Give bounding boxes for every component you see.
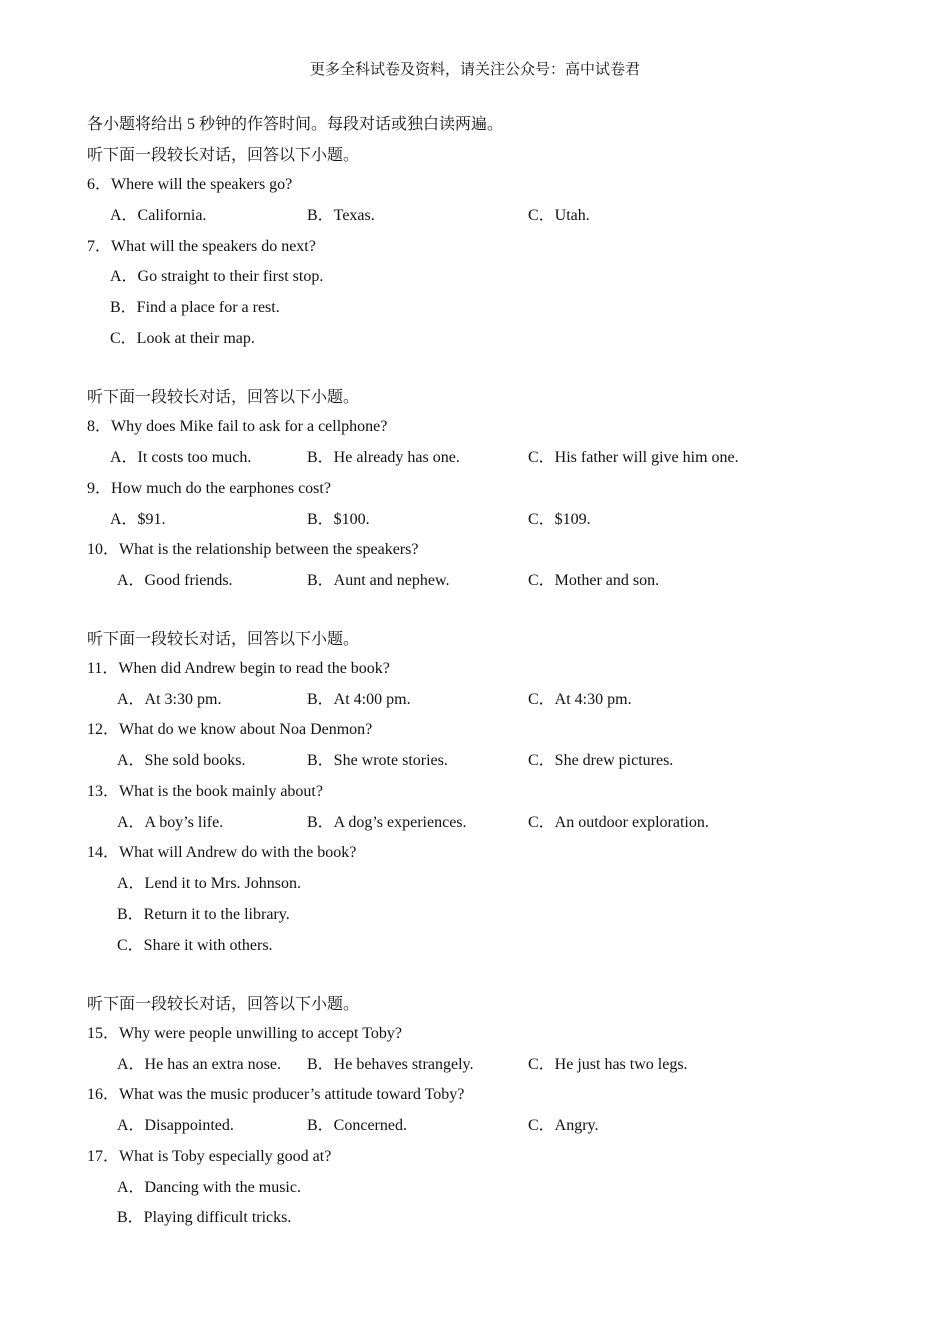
option-7a: A．Go straight to their first stop.	[110, 268, 324, 285]
option-13a: A．A boy’s life.	[117, 814, 224, 831]
option-11b: B．At 4:00 pm.	[307, 691, 411, 708]
option-13c: C．An outdoor exploration.	[528, 814, 709, 831]
question-14: 14．What will Andrew do with the book?	[87, 844, 357, 861]
question-7: 7．What will the speakers do next?	[87, 238, 316, 255]
option-15c: C．He just has two legs.	[528, 1056, 688, 1073]
option-8a: A．It costs too much.	[110, 449, 252, 466]
option-9a: A．$91.	[110, 511, 166, 528]
question-15: 15．Why were people unwilling to accept Toby?	[87, 1025, 402, 1042]
option-8b: B．He already has one.	[307, 449, 460, 466]
option-7c: C．Look at their map.	[110, 330, 255, 347]
option-14a: A．Lend it to Mrs. Johnson.	[117, 875, 302, 892]
question-16: 16．What was the music producer’s attitude toward Toby?	[87, 1086, 465, 1103]
option-14b: B．Return it to the library.	[117, 906, 290, 923]
option-10b: B．Aunt and nephew.	[307, 572, 450, 589]
question-12: 12．What do we know about Noa Denmon?	[87, 721, 373, 738]
option-8c: C．His father will give him one.	[528, 449, 739, 466]
section-instruction: 听下面一段较长对话，回答以下小题。	[87, 631, 360, 648]
option-12a: A．She sold books.	[117, 752, 246, 769]
question-13: 13．What is the book mainly about?	[87, 783, 323, 800]
option-16b: B．Concerned.	[307, 1117, 407, 1134]
question-10: 10．What is the relationship between the speakers?	[87, 541, 419, 558]
option-6a: A．California.	[110, 207, 207, 224]
option-15a: A．He has an extra nose.	[117, 1056, 281, 1073]
option-15b: B．He behaves strangely.	[307, 1056, 474, 1073]
option-6c: C．Utah.	[528, 207, 590, 224]
question-11: 11．When did Andrew begin to read the book?	[87, 660, 390, 677]
question-6: 6．Where will the speakers go?	[87, 176, 293, 193]
option-7b: B．Find a place for a rest.	[110, 299, 280, 316]
option-17b: B．Playing difficult tricks.	[117, 1209, 292, 1226]
option-14c: C．Share it with others.	[117, 937, 273, 954]
section-instruction: 听下面一段较长对话，回答以下小题。	[87, 996, 360, 1013]
question-9: 9．How much do the earphones cost?	[87, 480, 331, 497]
option-6b: B．Texas.	[307, 207, 375, 224]
option-17a: A．Dancing with the music.	[117, 1179, 301, 1196]
option-12c: C．She drew pictures.	[528, 752, 674, 769]
page-header: 更多全科试卷及资料，请关注公众号：高中试卷君	[309, 62, 640, 78]
option-16c: C．Angry.	[528, 1117, 599, 1134]
option-13b: B．A dog’s experiences.	[307, 814, 467, 831]
option-10a: A．Good friends.	[117, 572, 233, 589]
intro-text: 各小题将给出 5 秒钟的作答时间。每段对话或独白读两遍。	[87, 116, 504, 133]
option-9b: B．$100.	[307, 511, 370, 528]
question-17: 17．What is Toby especially good at?	[87, 1148, 332, 1165]
option-11a: A．At 3:30 pm.	[117, 691, 222, 708]
option-9c: C．$109.	[528, 511, 591, 528]
option-11c: C．At 4:30 pm.	[528, 691, 632, 708]
option-12b: B．She wrote stories.	[307, 752, 448, 769]
section-instruction: 听下面一段较长对话，回答以下小题。	[87, 147, 360, 164]
option-16a: A．Disappointed.	[117, 1117, 234, 1134]
section-instruction: 听下面一段较长对话，回答以下小题。	[87, 389, 360, 406]
question-8: 8．Why does Mike fail to ask for a cellphone?	[87, 418, 388, 435]
option-10c: C．Mother and son.	[528, 572, 660, 589]
